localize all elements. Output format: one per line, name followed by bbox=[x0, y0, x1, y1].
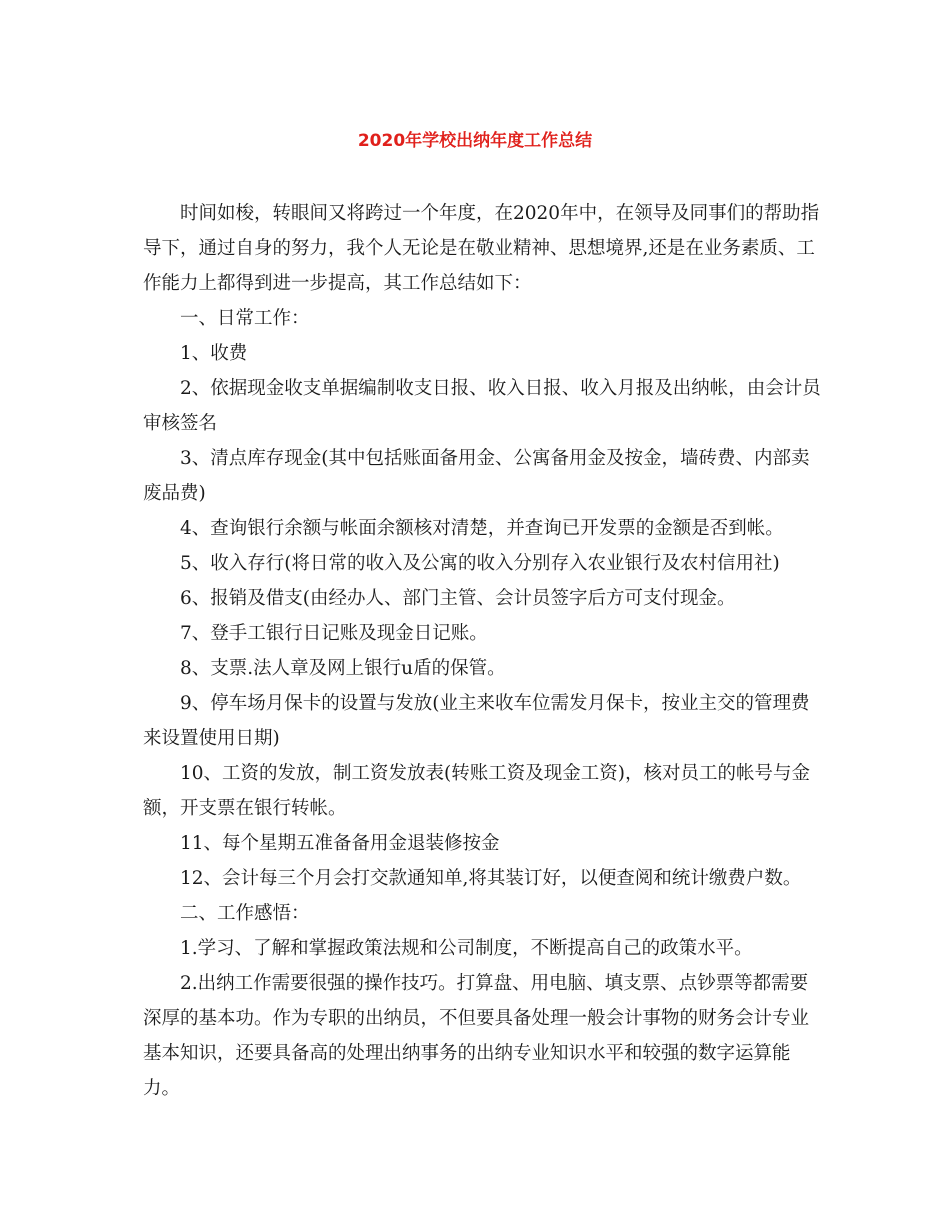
list-item: 9、停车场月保卡的设置与发放(业主来收车位需发月保卡，按业主交的管理费来设置使用日期) bbox=[143, 693, 810, 749]
list-item: 2.出纳工作需要很强的操作技巧。打算盘、用电脑、填支票、点钞票等都需要深厚的基本功。作为专职的出纳员，不但要具备处理一般会计事物的财务会计专业基本知识，还要具备高的处理出纳事务的出纳专业知识水平和较强的数字运算能力。 bbox=[143, 973, 810, 1099]
section-heading-reflections: 二、工作感悟： bbox=[180, 903, 310, 924]
list-item: 11、每个星期五准备备用金退装修按金 bbox=[180, 833, 500, 854]
list-item: 1、收费 bbox=[180, 343, 248, 364]
document-title: 2020年学校出纳年度工作总结 bbox=[357, 131, 593, 151]
list-item: 5、收入存行(将日常的收入及公寓的收入分别存入农业银行及农村信用社) bbox=[180, 553, 780, 574]
list-item: 7、登手工银行日记账及现金日记账。 bbox=[180, 623, 488, 644]
list-item: 1.学习、了解和掌握政策法规和公司制度，不断提高自己的政策水平。 bbox=[180, 938, 753, 959]
list-item: 12、会计每三个月会打交款通知单,将其装订好，以便查阅和统计缴费户数。 bbox=[180, 868, 802, 889]
list-item: 10、工资的发放，制工资发放表(转账工资及现金工资)，核对员工的帐号与金额，开支票在银行转帐。 bbox=[143, 763, 810, 819]
paragraph-intro: 时间如梭，转眼间又将跨过一个年度，在2020年中，在领导及同事们的帮助指导下，通过自身的努力，我个人无论是在敬业精神、思想境界,还是在业务素质、工作能力上都得到进一步提高，其工作总结如下： bbox=[143, 203, 820, 294]
list-item: 2、依据现金收支单据编制收支日报、收入日报、收入月报及出纳帐，由会计员审核签名 bbox=[143, 378, 821, 434]
list-item: 3、清点库存现金(其中包括账面备用金、公寓备用金及按金，墙砖费、内部卖废品费) bbox=[143, 448, 810, 504]
list-item: 4、查询银行余额与帐面余额核对清楚，并查询已开发票的金额是否到帐。 bbox=[180, 518, 784, 539]
list-item: 8、支票.法人章及网上银行u盾的保管。 bbox=[180, 658, 506, 679]
document-body bbox=[143, 196, 823, 1106]
list-item: 6、报销及借支(由经办人、部门主管、会计员签字后方可支付现金。 bbox=[180, 588, 736, 609]
section-heading-daily-work: 一、日常工作： bbox=[180, 308, 310, 329]
